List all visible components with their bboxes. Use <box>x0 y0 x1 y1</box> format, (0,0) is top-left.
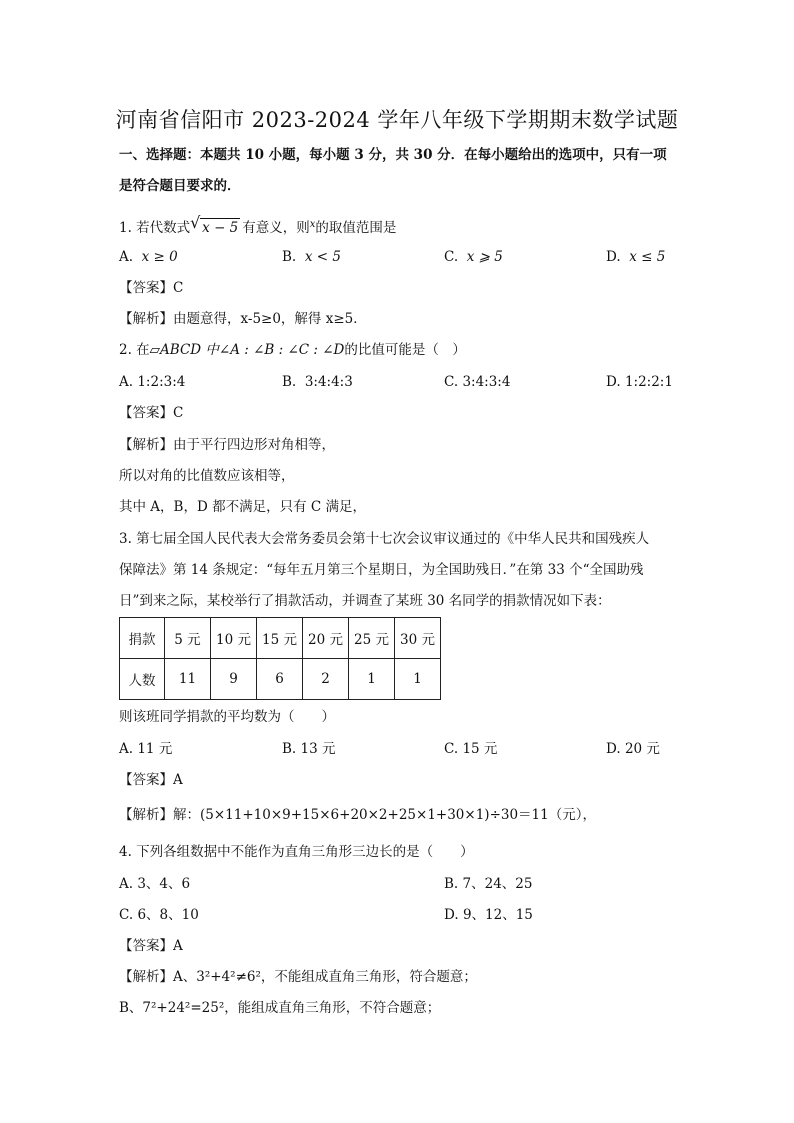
q1-radical: √ x − 5 <box>190 213 239 236</box>
table-cell: 9 <box>211 659 257 700</box>
q1-option-b: B. x < 5 <box>282 249 341 265</box>
q1-stem <box>119 213 397 237</box>
q4-option-c: C. 6、8、10 <box>119 907 199 923</box>
table-header-cell: 捐款 <box>120 618 165 659</box>
table-header-cell: 10 元 <box>211 618 257 659</box>
q2-analysis-line1: 【解析】由于平行四边形对角相等， <box>119 437 335 453</box>
q3-option-b: B. 13 元 <box>282 741 336 757</box>
q3-stem-line1: 3. 第七届全国人民代表大会常务委员会第十七次会议审议通过的《中华人民共和国残疾人 <box>119 531 650 547</box>
table-header-cell: 20 元 <box>303 618 349 659</box>
q4-option-a: A. 3、4、6 <box>119 876 191 892</box>
q2-expr: ▱ABCD 中∠A : ∠B : ∠C : ∠D <box>149 342 345 358</box>
q1-stem-suffix: 的取值范围是 <box>315 220 397 236</box>
q2-analysis-line2: 所以对角的比值数应该相等， <box>119 468 295 484</box>
q3-stem-line2: 保障法》第 14 条规定：“每年五月第三个星期日，为全国助残日．”在第 33 个“全国助残 <box>119 562 644 578</box>
q1-option-c: C. x ⩾ 5 <box>444 249 503 265</box>
q2-answer: 【答案】C <box>119 405 184 421</box>
q2-option-c: C. 3:4:3:4 <box>444 374 511 390</box>
donation-table <box>119 617 441 700</box>
table-cell: 1 <box>349 659 395 700</box>
q4-analysis-a: 【解析】A、3²+4²≠6²，不能组成直角三角形，符合题意； <box>119 969 477 985</box>
table-header-cell: 30 元 <box>395 618 441 659</box>
q1-analysis: 【解析】由题意得，x-5≥0，解得 x≥5． <box>119 311 367 327</box>
table-header-cell: 5 元 <box>165 618 211 659</box>
q4-option-b: B. 7、24、25 <box>444 876 533 892</box>
q3-option-d: D. 20 元 <box>606 741 660 757</box>
q1-radicand: x − 5 <box>202 220 239 236</box>
section-heading-line1: 一、选择题：本题共 10 小题，每小题 3 分，共 30 分．在每小题给出的选项中，只有一项 <box>119 147 667 163</box>
table-header-cell: 25 元 <box>349 618 395 659</box>
q3-analysis: 【解析】解：(5×11+10×9+15×6+20×2+25×1+30×1)÷30＝11（元）， <box>119 807 596 823</box>
table-cell: 1 <box>395 659 441 700</box>
q2-option-d: D. 1:2:2:1 <box>606 374 673 390</box>
table-header-cell: 15 元 <box>257 618 303 659</box>
q4-answer: 【答案】A <box>119 938 183 954</box>
table-cell: 2 <box>303 659 349 700</box>
q1-stem-mid: 有意义，则 <box>242 220 310 236</box>
table-row <box>120 618 441 659</box>
page-title: 河南省信阳市 2023-2024 学年八年级下学期期末数学试题 <box>115 108 679 132</box>
table-cell: 11 <box>165 659 211 700</box>
q1-option-a: A. x ≥ 0 <box>119 249 178 265</box>
q3-stem-line3: 日”到来之际，某校举行了捐款活动，并调查了某班 30 名同学的捐款情况如下表： <box>119 593 611 609</box>
q2-option-a: A. 1:2:3:4 <box>119 374 186 390</box>
q2-stem: 2. 在▱ABCD 中∠A : ∠B : ∠C : ∠D的比值可能是（ ） <box>119 342 466 358</box>
q1-var: x <box>309 219 316 230</box>
q3-answer: 【答案】A <box>119 772 183 788</box>
q4-option-d: D. 9、12、15 <box>444 907 533 923</box>
q3-option-a: A. 11 元 <box>119 741 173 757</box>
table-cell: 6 <box>257 659 303 700</box>
q2-analysis-line3: 其中 A，B，D 都不满足，只有 C 满足， <box>119 499 366 515</box>
table-cell: 人数 <box>120 659 165 700</box>
q3-question: 则该班同学捐款的平均数为（ ） <box>119 709 335 725</box>
q1-stem-prefix: 1. 若代数式 <box>119 220 191 236</box>
section-heading-line2: 是符合题目要求的． <box>119 178 241 194</box>
q4-stem: 4. 下列各组数据中不能作为直角三角形三边长的是（ ） <box>119 844 474 860</box>
q2-option-b: B. 3:4:4:3 <box>282 374 353 390</box>
q1-answer: 【答案】C <box>119 280 184 296</box>
q3-option-c: C. 15 元 <box>444 741 498 757</box>
q1-option-d: D. x ≤ 5 <box>606 249 666 265</box>
q4-analysis-b: B、7²+24²=25²，能组成直角三角形，不符合题意； <box>119 1000 441 1016</box>
table-row <box>120 659 441 700</box>
